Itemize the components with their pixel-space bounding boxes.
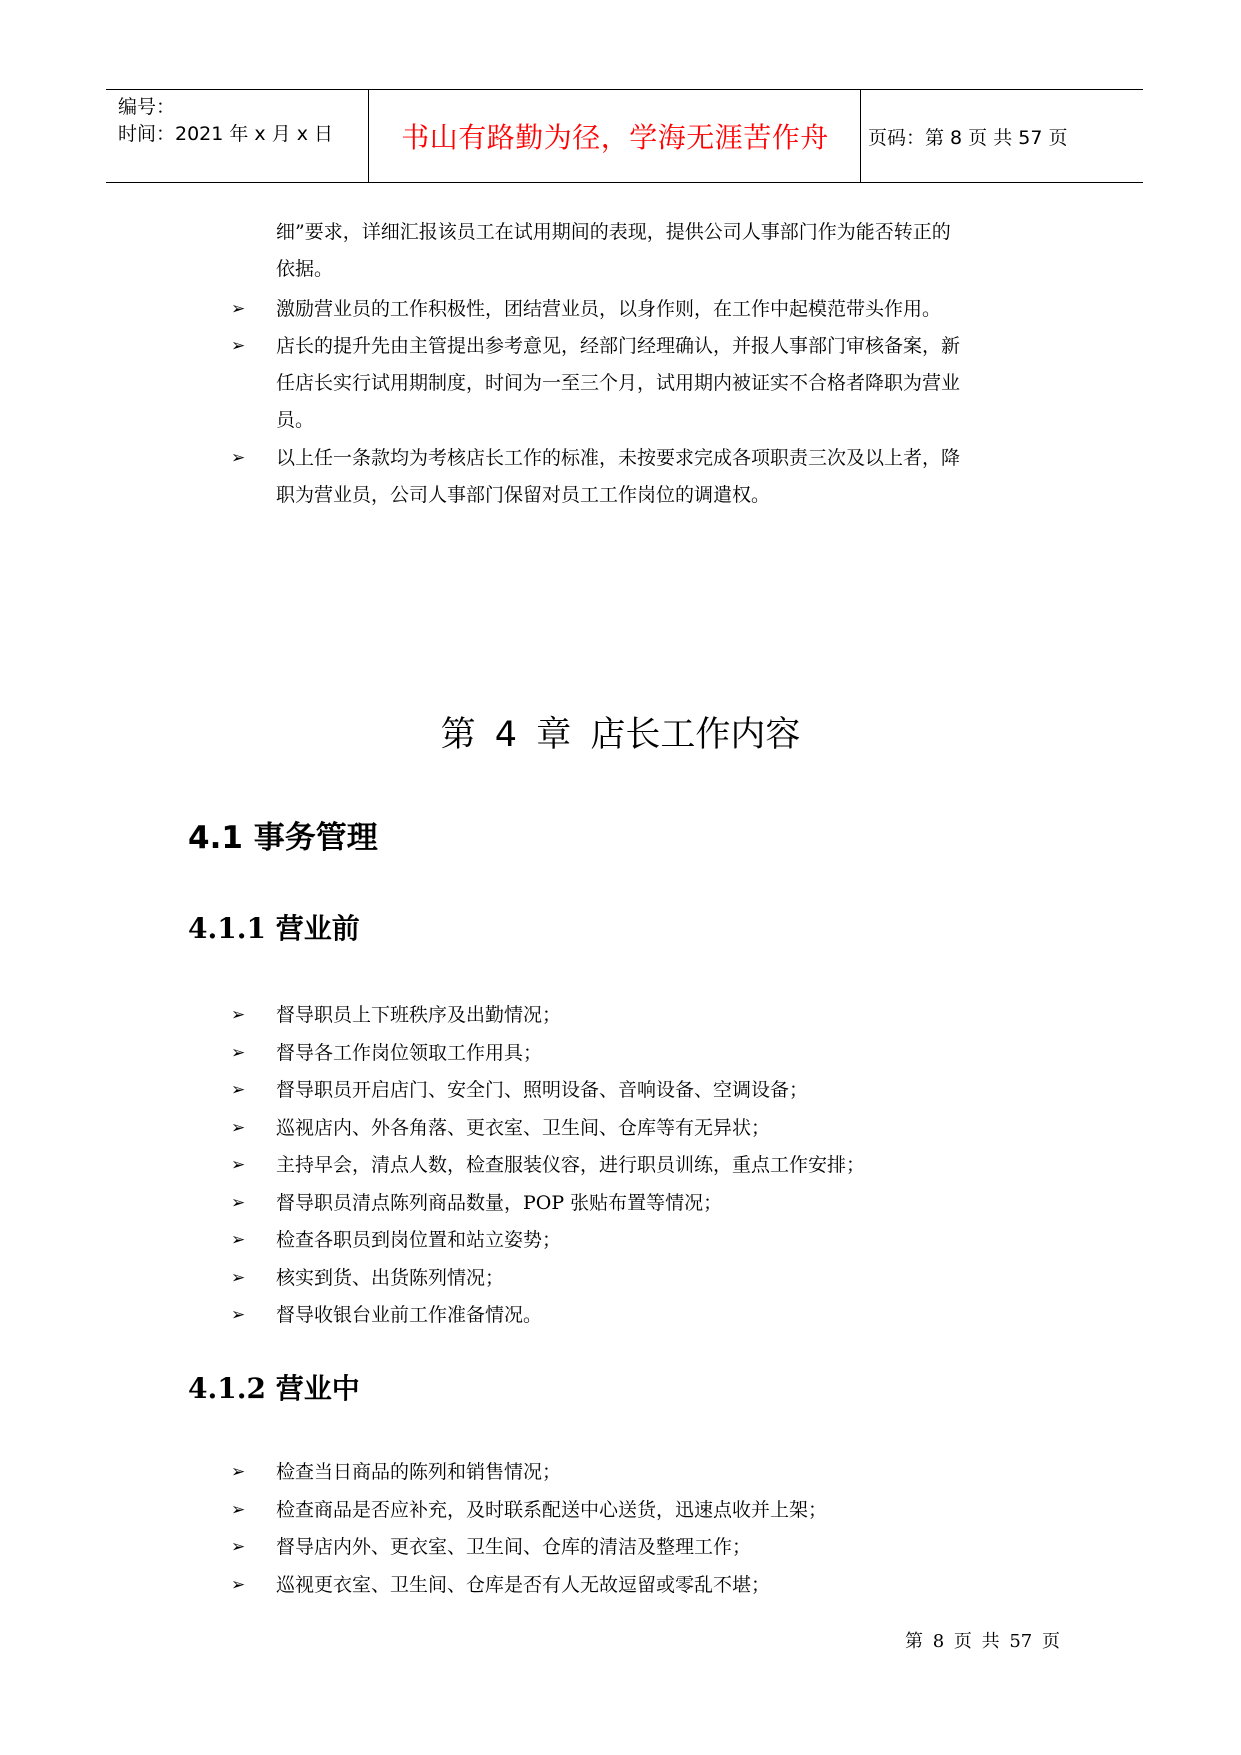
header-divider [368,90,369,182]
bullet-icon: ➢ [231,1192,246,1213]
bullet-icon: ➢ [231,1462,246,1482]
page-footer: 第 8 页 共 57 页 [905,1631,1060,1652]
list-item: 以上任一条款均为考核店长工作的标准，未按要求完成各项职责三次及以上者，降 [276,447,961,469]
list-item: 督导职员开启店门、安全门、照明设备、音响设备、空调设备； [276,1079,809,1101]
continuation-line: 细”要求，详细汇报该员工在试用期间的表现，提供公司人事部门作为能否转正的 [276,221,951,243]
bullet-icon: ➢ [231,1267,246,1288]
bullet-icon: ➢ [231,1080,246,1100]
bullet-icon: ➢ [231,1305,246,1325]
bullet-icon: ➢ [231,299,246,319]
list-item: 检查商品是否应补充，及时联系配送中心送货，迅速点收并上架； [276,1498,828,1521]
bullet-icon: ➢ [231,1005,246,1025]
list-item: 激励营业员的工作积极性，团结营业员，以身作则，在工作中起模范带头作用。 [276,298,942,320]
bullet-icon: ➢ [231,1537,246,1557]
list-item-continuation: 员。 [276,409,315,431]
bullet-icon: ➢ [231,1574,246,1595]
bullet-icon: ➢ [231,1230,246,1250]
list-item: 主持早会，清点人数，检查服装仪容，进行职员训练，重点工作安排； [276,1154,866,1176]
bullet-icon: ➢ [231,1117,246,1138]
list-item: 督导店内外、更衣室、卫生间、仓库的清洁及整理工作； [276,1536,752,1558]
header-meta [118,94,333,148]
page-header [106,89,1143,183]
section-title: 4.1 事务管理 [188,820,378,856]
list-item: 督导职员清点陈列商品数量，POP 张贴布置等情况； [276,1191,723,1214]
bullet-icon: ➢ [231,336,246,356]
continuation-line: 依据。 [276,258,334,280]
list-item: 检查当日商品的陈列和销售情况； [276,1461,562,1483]
list-item: 督导职员上下班秩序及出勤情况； [276,1004,562,1026]
subsection-title: 4.1.1 营业前 [188,912,360,945]
bullet-icon: ➢ [231,1042,246,1063]
header-divider [860,90,861,182]
list-item: 核实到货、出货陈列情况； [276,1266,505,1289]
header-motto: 书山有路勤为径，学海无涯苦作舟 [401,121,829,154]
bullet-icon: ➢ [231,448,246,468]
list-item: 巡视更衣室、卫生间、仓库是否有人无故逗留或零乱不堪； [276,1573,771,1596]
list-item: 督导各工作岗位领取工作用具； [276,1041,543,1064]
serial-label: 编号： [118,96,176,118]
bullet-icon: ➢ [231,1499,246,1520]
list-item: 检查各职员到岗位置和站立姿势； [276,1229,562,1251]
bullet-icon: ➢ [231,1155,246,1175]
list-item: 督导收银台业前工作准备情况。 [276,1304,543,1326]
time-label: 时间：2021 年 x 月 x 日 [118,123,334,145]
chapter-title: 第 4 章 店长工作内容 [440,715,801,755]
subsection-title: 4.1.2 营业中 [188,1372,360,1405]
list-item-continuation: 任店长实行试用期制度，时间为一至三个月，试用期内被证实不合格者降职为营业 [276,372,961,394]
list-item: 店长的提升先由主管提出参考意见，经部门经理确认，并报人事部门审核备案，新 [276,335,961,357]
list-item: 巡视店内、外各角落、更衣室、卫生间、仓库等有无异状； [276,1116,771,1139]
list-item-continuation: 职为营业员，公司人事部门保留对员工工作岗位的调遣权。 [276,484,771,506]
header-page-info: 页码：第 8 页 共 57 页 [868,127,1068,149]
